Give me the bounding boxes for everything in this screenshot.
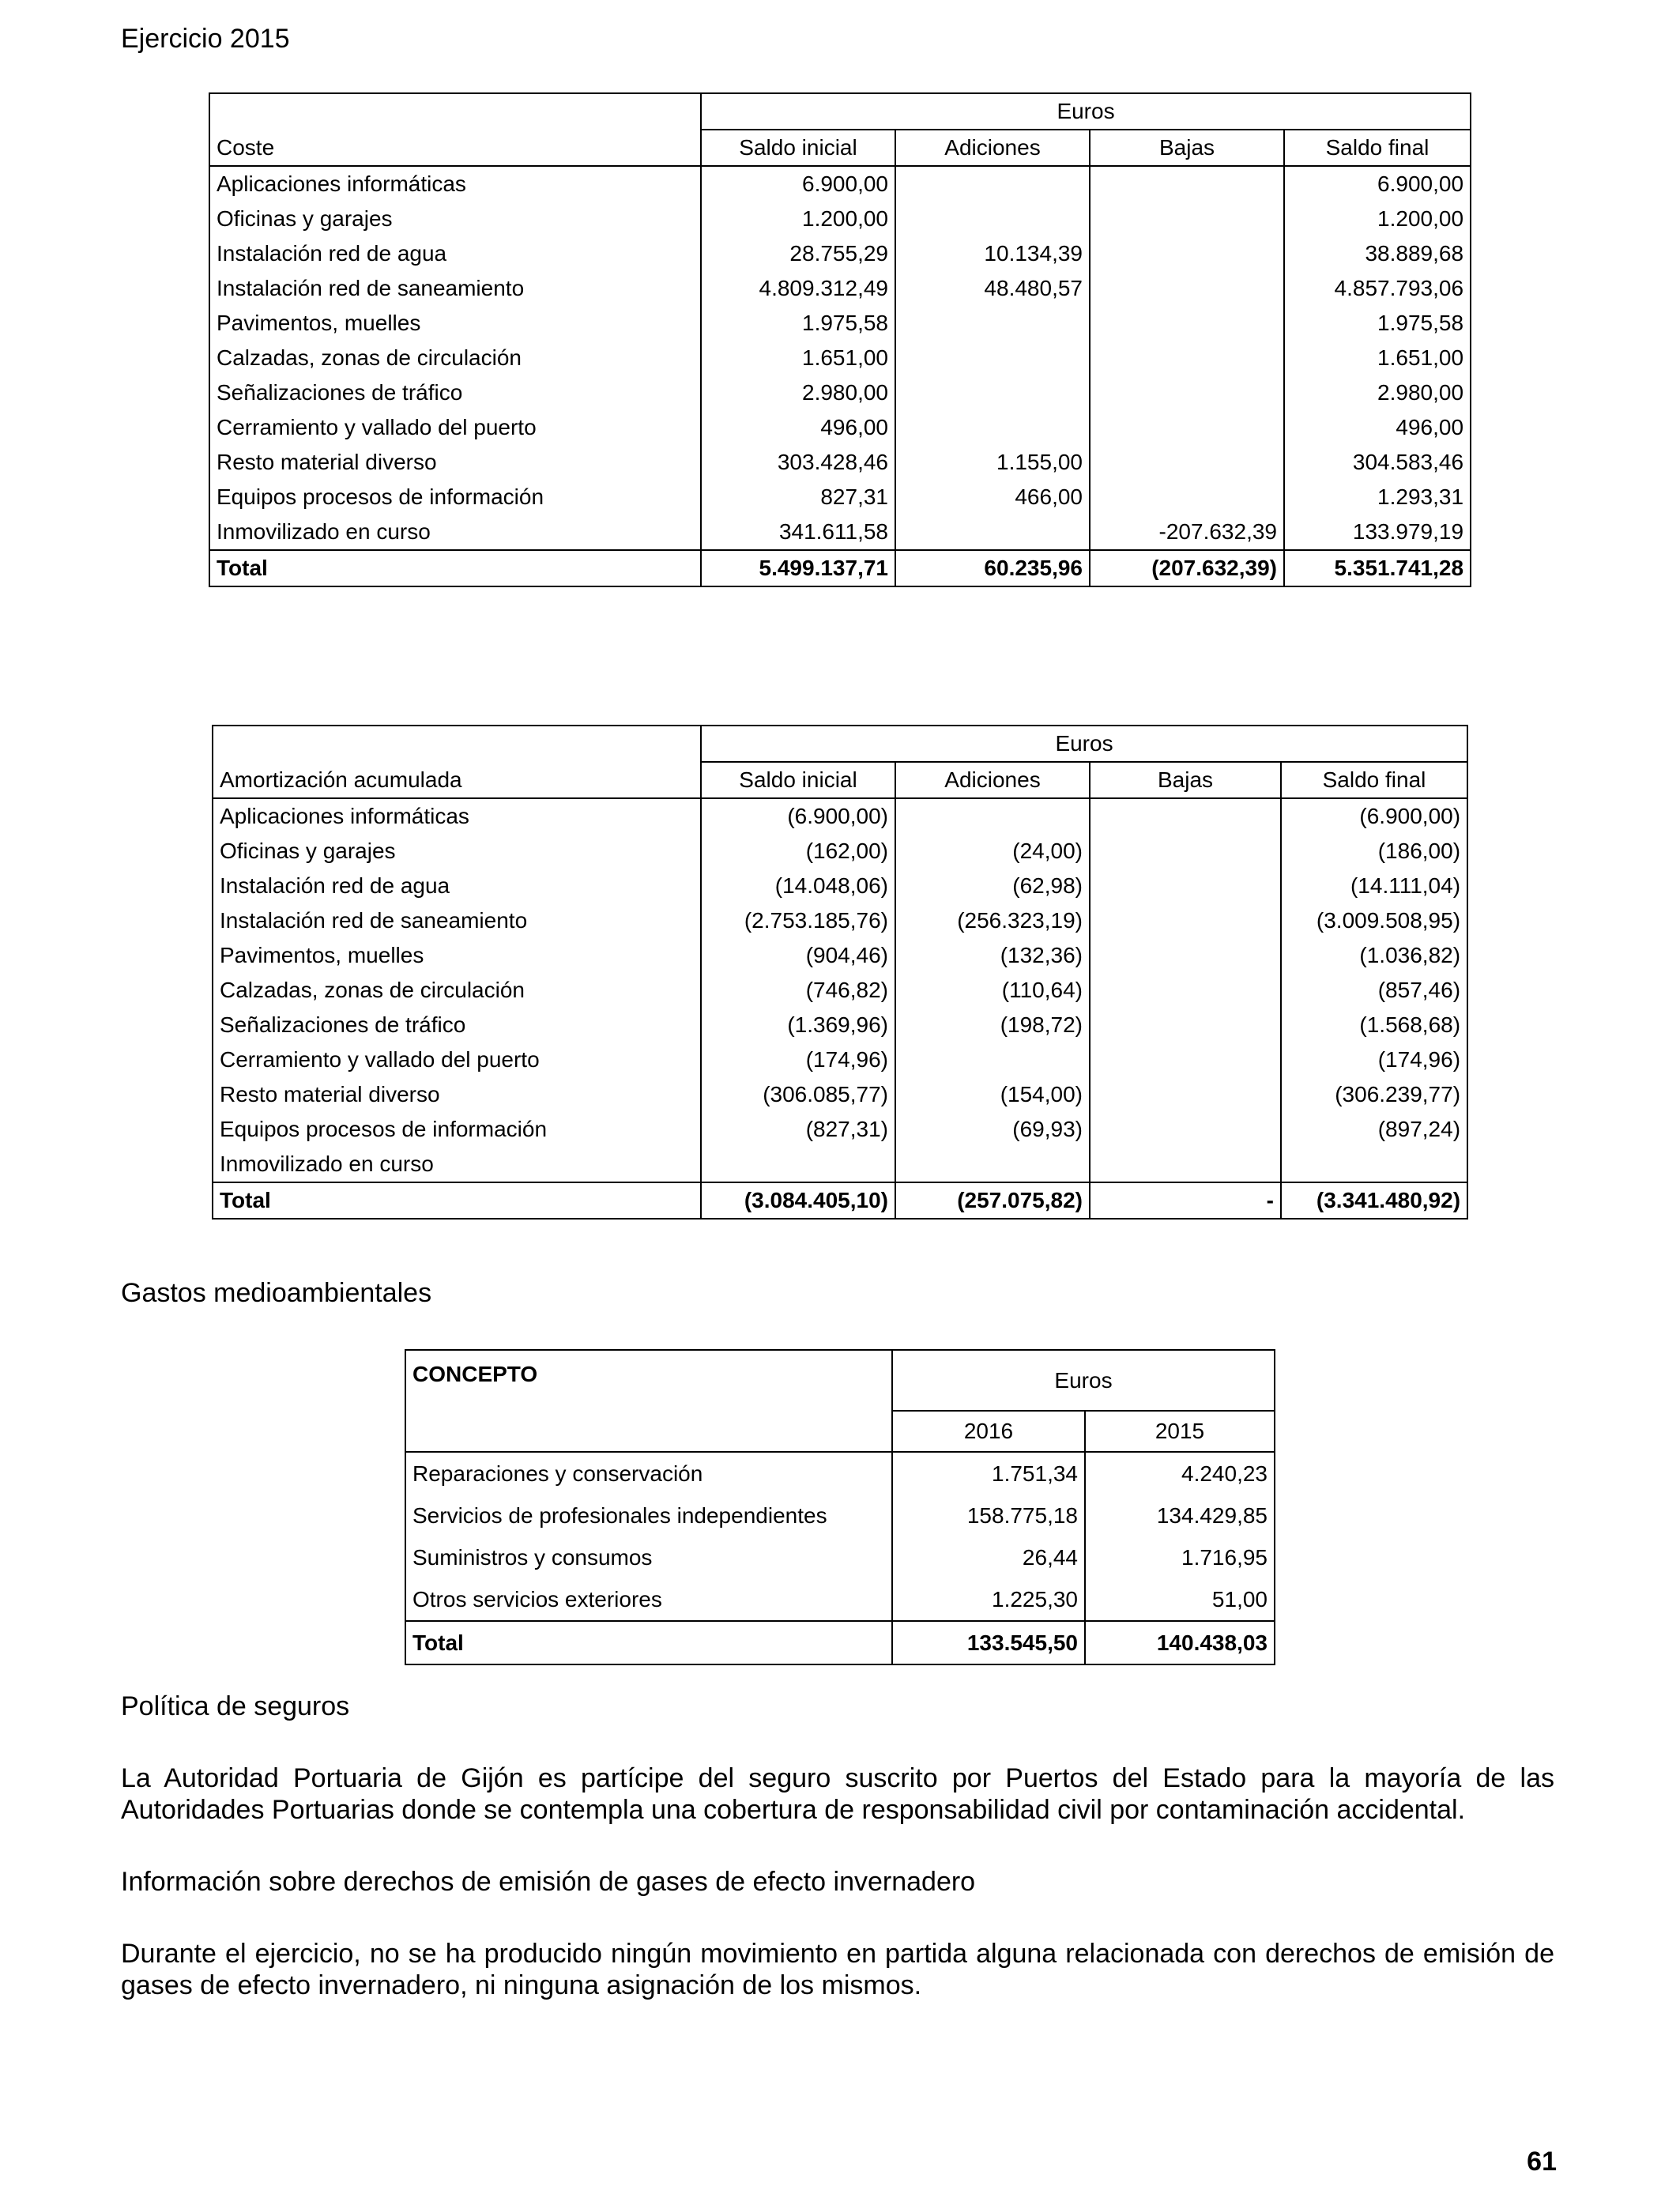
table-row (405, 1495, 1275, 1536)
table-cell (1090, 306, 1284, 341)
table-cell (1090, 1077, 1281, 1112)
table-cell (1090, 1008, 1281, 1042)
gastos-table (405, 1349, 1275, 1665)
table-row (213, 1077, 1467, 1112)
table-cell: 10.134,39 (895, 236, 1090, 271)
table-cell: (306.239,77) (1281, 1077, 1467, 1112)
table-row (209, 445, 1471, 480)
row-label: Oficinas y garajes (213, 834, 701, 869)
page-header-title: Ejercicio 2015 (121, 24, 290, 54)
total-cell: 5.351.741,28 (1284, 550, 1471, 586)
section-title-gastos: Gastos medioambientales (121, 1278, 432, 1308)
total-cell: (3.341.480,92) (1281, 1182, 1467, 1219)
table-row (209, 271, 1471, 306)
table-cell: (174,96) (1281, 1042, 1467, 1077)
table-cell: (154,00) (895, 1077, 1090, 1112)
table-row (213, 973, 1467, 1008)
row-label: Suministros y consumos (405, 1536, 892, 1578)
table-row (209, 236, 1471, 271)
section-title-seguros: Política de seguros (121, 1691, 350, 1721)
total-row (213, 1182, 1467, 1219)
concept-header: CONCEPTO (405, 1350, 892, 1411)
row-label: Pavimentos, muelles (213, 938, 701, 973)
table-cell: (306.085,77) (701, 1077, 895, 1112)
table-corner (213, 726, 701, 762)
table-cell: 48.480,57 (895, 271, 1090, 306)
table-cell: 6.900,00 (1284, 166, 1471, 202)
row-label: Cerramiento y vallado del puerto (213, 1042, 701, 1077)
table-cell (895, 306, 1090, 341)
table-cell: 1.155,00 (895, 445, 1090, 480)
total-cell: - (1090, 1182, 1281, 1219)
table-cell: (897,24) (1281, 1112, 1467, 1147)
total-cell: 5.499.137,71 (701, 550, 895, 586)
table-cell (895, 515, 1090, 550)
total-cell: (257.075,82) (895, 1182, 1090, 1219)
table-row (209, 375, 1471, 410)
row-label: Equipos procesos de información (213, 1112, 701, 1147)
table-cell (1090, 1112, 1281, 1147)
table-cell: (174,96) (701, 1042, 895, 1077)
table-cell: 133.979,19 (1284, 515, 1471, 550)
row-label: Oficinas y garajes (209, 202, 701, 236)
table-cell (1090, 202, 1284, 236)
row-label: Cerramiento y vallado del puerto (209, 410, 701, 445)
table-cell: (6.900,00) (701, 798, 895, 834)
row-label: Inmovilizado en curso (209, 515, 701, 550)
table-cell: 4.240,23 (1085, 1452, 1275, 1495)
table-row (213, 1147, 1467, 1182)
total-row (209, 550, 1471, 586)
table-row (209, 410, 1471, 445)
table-cell: (2.753.185,76) (701, 903, 895, 938)
group-header: Euros (701, 93, 1471, 130)
column-header: Amortización acumulada (213, 762, 701, 798)
total-label: Total (405, 1621, 892, 1664)
row-label: Señalizaciones de tráfico (209, 375, 701, 410)
table-row (405, 1536, 1275, 1578)
total-cell: 140.438,03 (1085, 1621, 1275, 1664)
column-header: 2016 (892, 1411, 1085, 1452)
page-number: 61 (1527, 2147, 1557, 2177)
column-header: Saldo final (1284, 130, 1471, 166)
table-row (213, 1008, 1467, 1042)
table-cell: 827,31 (701, 480, 895, 515)
table-cell: (1.568,68) (1281, 1008, 1467, 1042)
table-row (405, 1578, 1275, 1621)
table-cell: 2.980,00 (1284, 375, 1471, 410)
table-cell (1090, 903, 1281, 938)
table-cell: (110,64) (895, 973, 1090, 1008)
table-corner (209, 93, 701, 130)
table-cell: 1.293,31 (1284, 480, 1471, 515)
table-cell (895, 375, 1090, 410)
table-cell: 496,00 (1284, 410, 1471, 445)
amortizacion-table (212, 725, 1468, 1220)
table-cell: 1.225,30 (892, 1578, 1085, 1621)
table-cell (701, 1147, 895, 1182)
table-cell: (827,31) (701, 1112, 895, 1147)
table-cell (1090, 410, 1284, 445)
total-cell: 133.545,50 (892, 1621, 1085, 1664)
table-row (209, 202, 1471, 236)
table-row (213, 834, 1467, 869)
row-label: Aplicaciones informáticas (209, 166, 701, 202)
table-row (213, 798, 1467, 834)
table-cell: 4.809.312,49 (701, 271, 895, 306)
table-cell: 496,00 (701, 410, 895, 445)
table-row (213, 1112, 1467, 1147)
table-row (209, 480, 1471, 515)
table-cell (895, 410, 1090, 445)
coste-table (209, 92, 1471, 587)
table-cell: 1.200,00 (1284, 202, 1471, 236)
column-header: Adiciones (895, 130, 1090, 166)
table-cell: 26,44 (892, 1536, 1085, 1578)
column-header: Saldo inicial (701, 762, 895, 798)
table-cell: 4.857.793,06 (1284, 271, 1471, 306)
column-header: Saldo inicial (701, 130, 895, 166)
table-row (213, 869, 1467, 903)
table-cell: 1.651,00 (1284, 341, 1471, 375)
row-label: Otros servicios exteriores (405, 1578, 892, 1621)
table-row (209, 515, 1471, 550)
table-cell: 6.900,00 (701, 166, 895, 202)
table-cell (1090, 1042, 1281, 1077)
table-cell: -207.632,39 (1090, 515, 1284, 550)
table-cell: (1.036,82) (1281, 938, 1467, 973)
table-cell: (6.900,00) (1281, 798, 1467, 834)
total-cell: (3.084.405,10) (701, 1182, 895, 1219)
table-cell: 38.889,68 (1284, 236, 1471, 271)
table-cell: (904,46) (701, 938, 895, 973)
row-label: Resto material diverso (209, 445, 701, 480)
table-cell: (14.111,04) (1281, 869, 1467, 903)
group-header: Euros (892, 1350, 1275, 1411)
table-row (213, 1042, 1467, 1077)
table-cell: (162,00) (701, 834, 895, 869)
table-cell (1090, 375, 1284, 410)
table-cell: (746,82) (701, 973, 895, 1008)
row-label: Equipos procesos de información (209, 480, 701, 515)
table-cell: 1.751,34 (892, 1452, 1085, 1495)
row-label: Reparaciones y conservación (405, 1452, 892, 1495)
paragraph-emisiones: Durante el ejercicio, no se ha producido ningún movimiento en partida alguna relacionada con derechos de emisión de gases de efecto invernadero, ni ninguna asignación de los mismos. (121, 1939, 1554, 2000)
table-cell: (256.323,19) (895, 903, 1090, 938)
table-cell (1090, 480, 1284, 515)
table-cell: (1.369,96) (701, 1008, 895, 1042)
table-cell: (132,36) (895, 938, 1090, 973)
table-cell: 51,00 (1085, 1578, 1275, 1621)
table-cell (1090, 938, 1281, 973)
column-header: Coste (209, 130, 701, 166)
table-cell (1090, 341, 1284, 375)
total-cell: (207.632,39) (1090, 550, 1284, 586)
column-header: Adiciones (895, 762, 1090, 798)
table-cell: 1.975,58 (701, 306, 895, 341)
total-label: Total (209, 550, 701, 586)
table-cell (895, 341, 1090, 375)
table-cell: (24,00) (895, 834, 1090, 869)
table-cell (895, 798, 1090, 834)
row-label: Calzadas, zonas de circulación (213, 973, 701, 1008)
table-cell (1090, 166, 1284, 202)
table-cell: 303.428,46 (701, 445, 895, 480)
table-cell: 1.651,00 (701, 341, 895, 375)
table-cell (1090, 834, 1281, 869)
row-label: Instalación red de agua (209, 236, 701, 271)
table-cell: 304.583,46 (1284, 445, 1471, 480)
table-row (209, 306, 1471, 341)
table-cell (1090, 1147, 1281, 1182)
table-cell: 1.200,00 (701, 202, 895, 236)
row-label: Resto material diverso (213, 1077, 701, 1112)
table-cell (895, 202, 1090, 236)
row-label: Instalación red de saneamiento (213, 903, 701, 938)
table-row (213, 938, 1467, 973)
row-label: Instalación red de saneamiento (209, 271, 701, 306)
total-row (405, 1621, 1275, 1664)
row-label: Inmovilizado en curso (213, 1147, 701, 1182)
table-cell (895, 166, 1090, 202)
column-header: Bajas (1090, 762, 1281, 798)
table-cell (895, 1147, 1090, 1182)
table-cell: 134.429,85 (1085, 1495, 1275, 1536)
column-header: Bajas (1090, 130, 1284, 166)
row-label: Señalizaciones de tráfico (213, 1008, 701, 1042)
total-label: Total (213, 1182, 701, 1219)
table-cell: 2.980,00 (701, 375, 895, 410)
table-cell (1090, 973, 1281, 1008)
table-cell: (69,93) (895, 1112, 1090, 1147)
table-row (209, 341, 1471, 375)
table-corner (405, 1411, 892, 1452)
table-cell: (3.009.508,95) (1281, 903, 1467, 938)
table-cell: 158.775,18 (892, 1495, 1085, 1536)
row-label: Servicios de profesionales independientes (405, 1495, 892, 1536)
group-header: Euros (701, 726, 1467, 762)
section-title-emisiones: Información sobre derechos de emisión de gases de efecto invernadero (121, 1867, 976, 1897)
table-cell: 466,00 (895, 480, 1090, 515)
column-header: 2015 (1085, 1411, 1275, 1452)
table-cell: 341.611,58 (701, 515, 895, 550)
row-label: Aplicaciones informáticas (213, 798, 701, 834)
table-cell: (857,46) (1281, 973, 1467, 1008)
table-cell (1090, 236, 1284, 271)
table-cell: (62,98) (895, 869, 1090, 903)
row-label: Pavimentos, muelles (209, 306, 701, 341)
table-cell (1090, 798, 1281, 834)
table-cell: (14.048,06) (701, 869, 895, 903)
table-cell (1090, 445, 1284, 480)
column-header: Saldo final (1281, 762, 1467, 798)
table-cell: 1.975,58 (1284, 306, 1471, 341)
row-label: Instalación red de agua (213, 869, 701, 903)
row-label: Calzadas, zonas de circulación (209, 341, 701, 375)
table-cell: (186,00) (1281, 834, 1467, 869)
table-row (209, 166, 1471, 202)
table-cell: 28.755,29 (701, 236, 895, 271)
table-row (213, 903, 1467, 938)
table-cell (1090, 869, 1281, 903)
table-row (405, 1452, 1275, 1495)
table-cell (1281, 1147, 1467, 1182)
paragraph-seguros: La Autoridad Portuaria de Gijón es partícipe del seguro suscrito por Puertos del Estado para la mayoría de las Autoridades Portuarias donde se contempla una cobertura de responsabilidad civil por contaminación accidental. (121, 1763, 1554, 1825)
table-cell: 1.716,95 (1085, 1536, 1275, 1578)
table-cell (1090, 271, 1284, 306)
total-cell: 60.235,96 (895, 550, 1090, 586)
table-cell: (198,72) (895, 1008, 1090, 1042)
table-cell (895, 1042, 1090, 1077)
